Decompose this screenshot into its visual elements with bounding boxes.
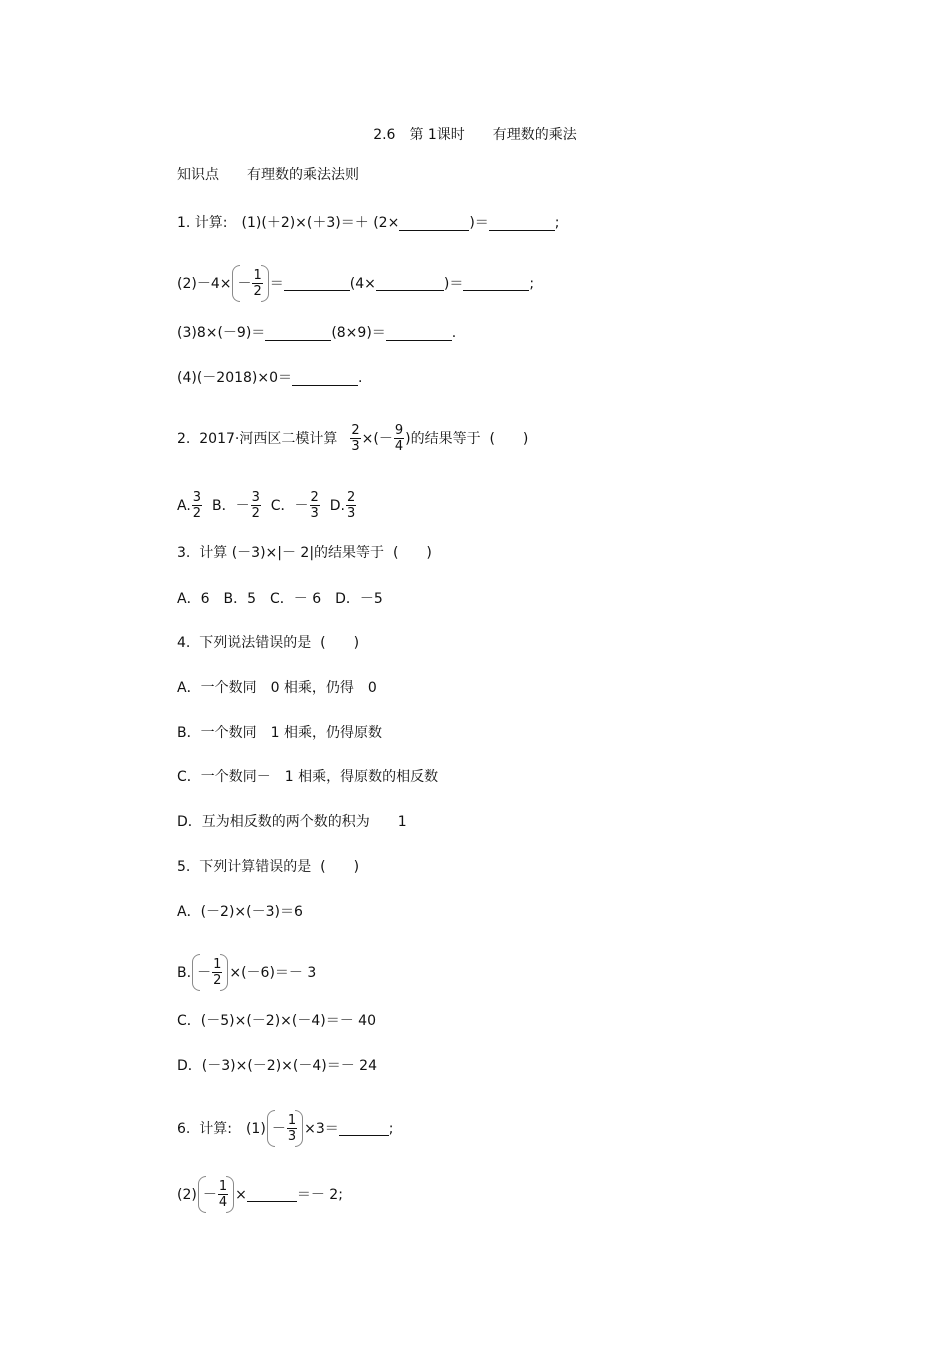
question-1-part-3: (3)8×(－9)＝ (8×9)＝ . (177, 325, 457, 341)
answer-blank[interactable] (376, 276, 444, 291)
option-a[interactable]: A. $\frac{3}{2}$ (177, 490, 202, 521)
answer-blank[interactable] (292, 371, 358, 386)
question-4-stem: 4. 下列说法错误的是 ( ) (177, 635, 360, 651)
parenthesis-group: － $\frac{1}{4}$ (198, 1179, 234, 1210)
fraction: $\frac{2}{3}$ (346, 490, 356, 521)
question-5-stem: 5. 下列计算错误的是 ( ) (177, 859, 360, 875)
page-title: 2.6 第 1课时 有理数的乘法 (373, 127, 577, 143)
question-1-part-2: (2)－4× － $\frac{1}{2}$ ＝ (4× )＝ ; (177, 268, 535, 299)
question-3-stem: 3. 计算 (－3)×|－ 2|的结果等于 ( ) (177, 545, 432, 561)
option-c[interactable]: C．－ $\frac{2}{3}$ (261, 490, 319, 521)
parenthesis-group: － $\frac{1}{2}$ (192, 957, 228, 988)
fraction: $\frac{2}{3}$ (351, 423, 360, 454)
question-5-option-a[interactable]: A．(－2)×(－3)＝6 (177, 904, 303, 920)
fraction: $\frac{1}{4}$ (218, 1179, 228, 1210)
option-d[interactable]: D. $\frac{2}{3}$ (320, 490, 356, 521)
question-4-option-c[interactable]: C．一个数同－ 1 相乘，得原数的相反数 (177, 769, 439, 785)
option-b[interactable]: B．－ $\frac{3}{2}$ (203, 490, 260, 521)
fraction: $\frac{3}{2}$ (251, 490, 260, 521)
answer-blank[interactable] (247, 1187, 297, 1202)
question-4-option-b[interactable]: B．一个数同 1 相乘，仍得原数 (177, 725, 382, 741)
fraction: $\frac{1}{3}$ (287, 1113, 297, 1144)
question-1-part-1: 1. 计算: (1)(＋2)×(＋3)＝＋ (2× )＝ ; (177, 215, 560, 231)
fraction: $\frac{1}{2}$ (213, 957, 222, 988)
question-6-part-2: (2) － $\frac{1}{4}$ × ＝－ 2; (177, 1179, 343, 1210)
fraction: $\frac{1}{2}$ (253, 268, 262, 299)
question-5-option-b[interactable]: B. － $\frac{1}{2}$ ×(－6)＝－ 3 (177, 957, 317, 988)
parenthesis-group: － $\frac{1}{2}$ (232, 268, 268, 299)
fraction: $\frac{2}{3}$ (310, 490, 319, 521)
answer-blank[interactable] (284, 276, 350, 291)
fraction: $\frac{9}{4}$ (394, 423, 404, 454)
fraction: $\frac{3}{2}$ (192, 490, 202, 521)
answer-blank[interactable] (489, 216, 555, 231)
question-6-part-1: 6. 计算: (1) － $\frac{1}{3}$ ×3＝ ; (177, 1113, 394, 1144)
answer-blank[interactable] (399, 216, 469, 231)
question-4-option-a[interactable]: A．一个数同 0 相乘，仍得 0 (177, 680, 377, 696)
answer-blank[interactable] (265, 326, 331, 341)
question-2-stem: 2. 2017·河西区二模计算 $\frac{2}{3}$ ×(－ $\frac{9}{4}$ )的结果等于 ( ) (177, 423, 529, 454)
question-1-part-4: (4)(－2018)×0＝ . (177, 370, 363, 386)
parenthesis-group: － $\frac{1}{3}$ (267, 1113, 303, 1144)
question-3-options: A．6 B．5 C．－ 6 D．－5 (177, 591, 383, 607)
answer-blank[interactable] (386, 326, 452, 341)
question-4-option-d[interactable]: D．互为相反数的两个数的积为 1 (177, 814, 407, 830)
answer-blank[interactable] (339, 1121, 389, 1136)
question-5-option-d[interactable]: D．(－3)×(－2)×(－4)＝－ 24 (177, 1058, 377, 1074)
question-2-options (177, 490, 357, 521)
question-5-option-c[interactable]: C．(－5)×(－2)×(－4)＝－ 40 (177, 1013, 376, 1029)
section-heading: 知识点 有理数的乘法法则 (177, 167, 359, 183)
answer-blank[interactable] (463, 276, 529, 291)
